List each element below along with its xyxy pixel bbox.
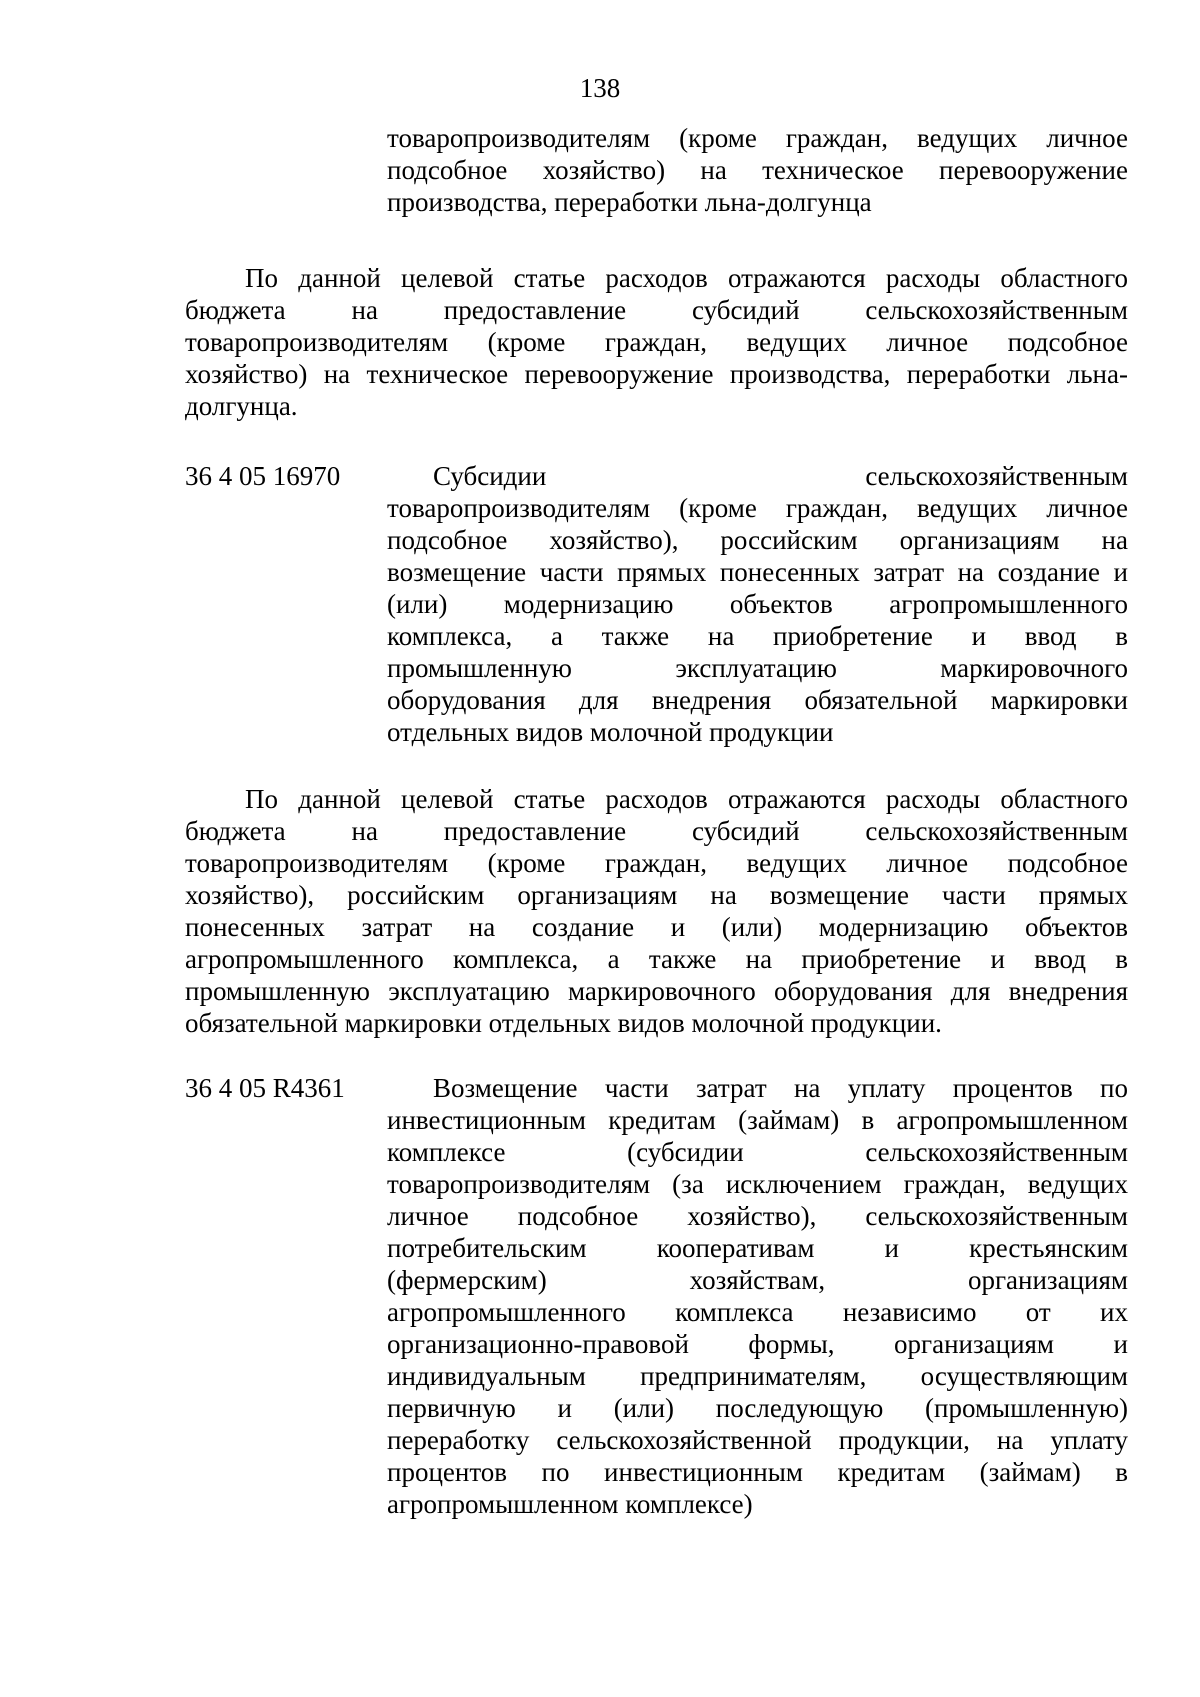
text-line: По данной целевой статье расходов отражаются расходы областного (245, 263, 1128, 293)
section-2-description (387, 1072, 1128, 1520)
budget-code: 36 4 05 16970 (185, 461, 341, 491)
text-line: комплексе (субсидии сельскохозяйственным (387, 1137, 1128, 1167)
text-line: отдельных видов молочной продукции (387, 717, 834, 747)
text-line: агропромышленного комплекса независимо от их (387, 1297, 1128, 1327)
text-line: обязательной маркировки отдельных видов молочной продукции. (185, 1008, 942, 1038)
text-line: процентов по инвестиционным кредитам (займам) в (387, 1457, 1128, 1487)
text-line: комплекса, а также на приобретение и ввод в (387, 621, 1128, 651)
text-line: производства, переработки льна-долгунца (387, 187, 872, 217)
text-line: хозяйство) на техническое перевооружение производства, переработки льна- (185, 359, 1128, 389)
text-line: товаропроизводителям (кроме граждан, ведущих личное подсобное (185, 848, 1128, 878)
text-line: личное подсобное хозяйство), сельскохозяйственным (387, 1201, 1128, 1231)
text-line: оборудования для внедрения обязательной маркировки (387, 685, 1128, 715)
section-0-description (387, 122, 1128, 218)
text-line: По данной целевой статье расходов отражаются расходы областного (245, 784, 1128, 814)
text-line: понесенных затрат на создание и (или) модернизацию объектов (185, 912, 1128, 942)
text-line: инвестиционным кредитам (займам) в агропромышленном (387, 1105, 1128, 1135)
text-line: товаропроизводителям (кроме граждан, ведущих личное подсобное (185, 327, 1128, 357)
text-line: индивидуальным предпринимателям, осуществляющим (387, 1361, 1128, 1391)
text-line: Возмещение части затрат на уплату процентов по (433, 1073, 1128, 1103)
text-line: возмещение части прямых понесенных затрат на создание и (387, 557, 1128, 587)
section-1-paragraph (185, 783, 1128, 1039)
text-line: первичную и (или) последующую (промышленную) (387, 1393, 1128, 1423)
text-line: переработку сельскохозяйственной продукции, на уплату (387, 1425, 1128, 1455)
text-line: агропромышленном комплексе) (387, 1489, 753, 1519)
text-line: (фермерским) хозяйствам, организациям (387, 1265, 1128, 1295)
text-line: бюджета на предоставление субсидий сельскохозяйственным (185, 816, 1128, 846)
text-line: потребительским кооперативам и крестьянским (387, 1233, 1128, 1263)
text-line: товаропроизводителям (кроме граждан, ведущих личное (387, 493, 1128, 523)
text-line: бюджета на предоставление субсидий сельскохозяйственным (185, 295, 1128, 325)
section-1-description (387, 460, 1128, 748)
text-line: агропромышленного комплекса, а также на приобретение и ввод в (185, 944, 1128, 974)
budget-code: 36 4 05 R4361 (185, 1073, 345, 1103)
text-line: товаропроизводителям (кроме граждан, ведущих личное (387, 123, 1128, 153)
text-line: хозяйство), российским организациям на возмещение части прямых (185, 880, 1128, 910)
text-line: подсобное хозяйство) на техническое перевооружение (387, 155, 1128, 185)
section-0-paragraph (185, 262, 1128, 422)
text-line: товаропроизводителям (за исключением граждан, ведущих (387, 1169, 1128, 1199)
text-line: подсобное хозяйство), российским организациям на (387, 525, 1128, 555)
page-number: 138 (579, 73, 621, 103)
text-line: промышленную эксплуатацию маркировочного оборудования для внедрения (185, 976, 1128, 1006)
text-line: долгунца. (185, 391, 298, 421)
text-line: Субсидии сельскохозяйственным (433, 461, 1128, 491)
text-line: организационно-правовой формы, организациям и (387, 1329, 1128, 1359)
text-line: (или) модернизацию объектов агропромышленного (387, 589, 1128, 619)
text-line: промышленную эксплуатацию маркировочного (387, 653, 1128, 683)
